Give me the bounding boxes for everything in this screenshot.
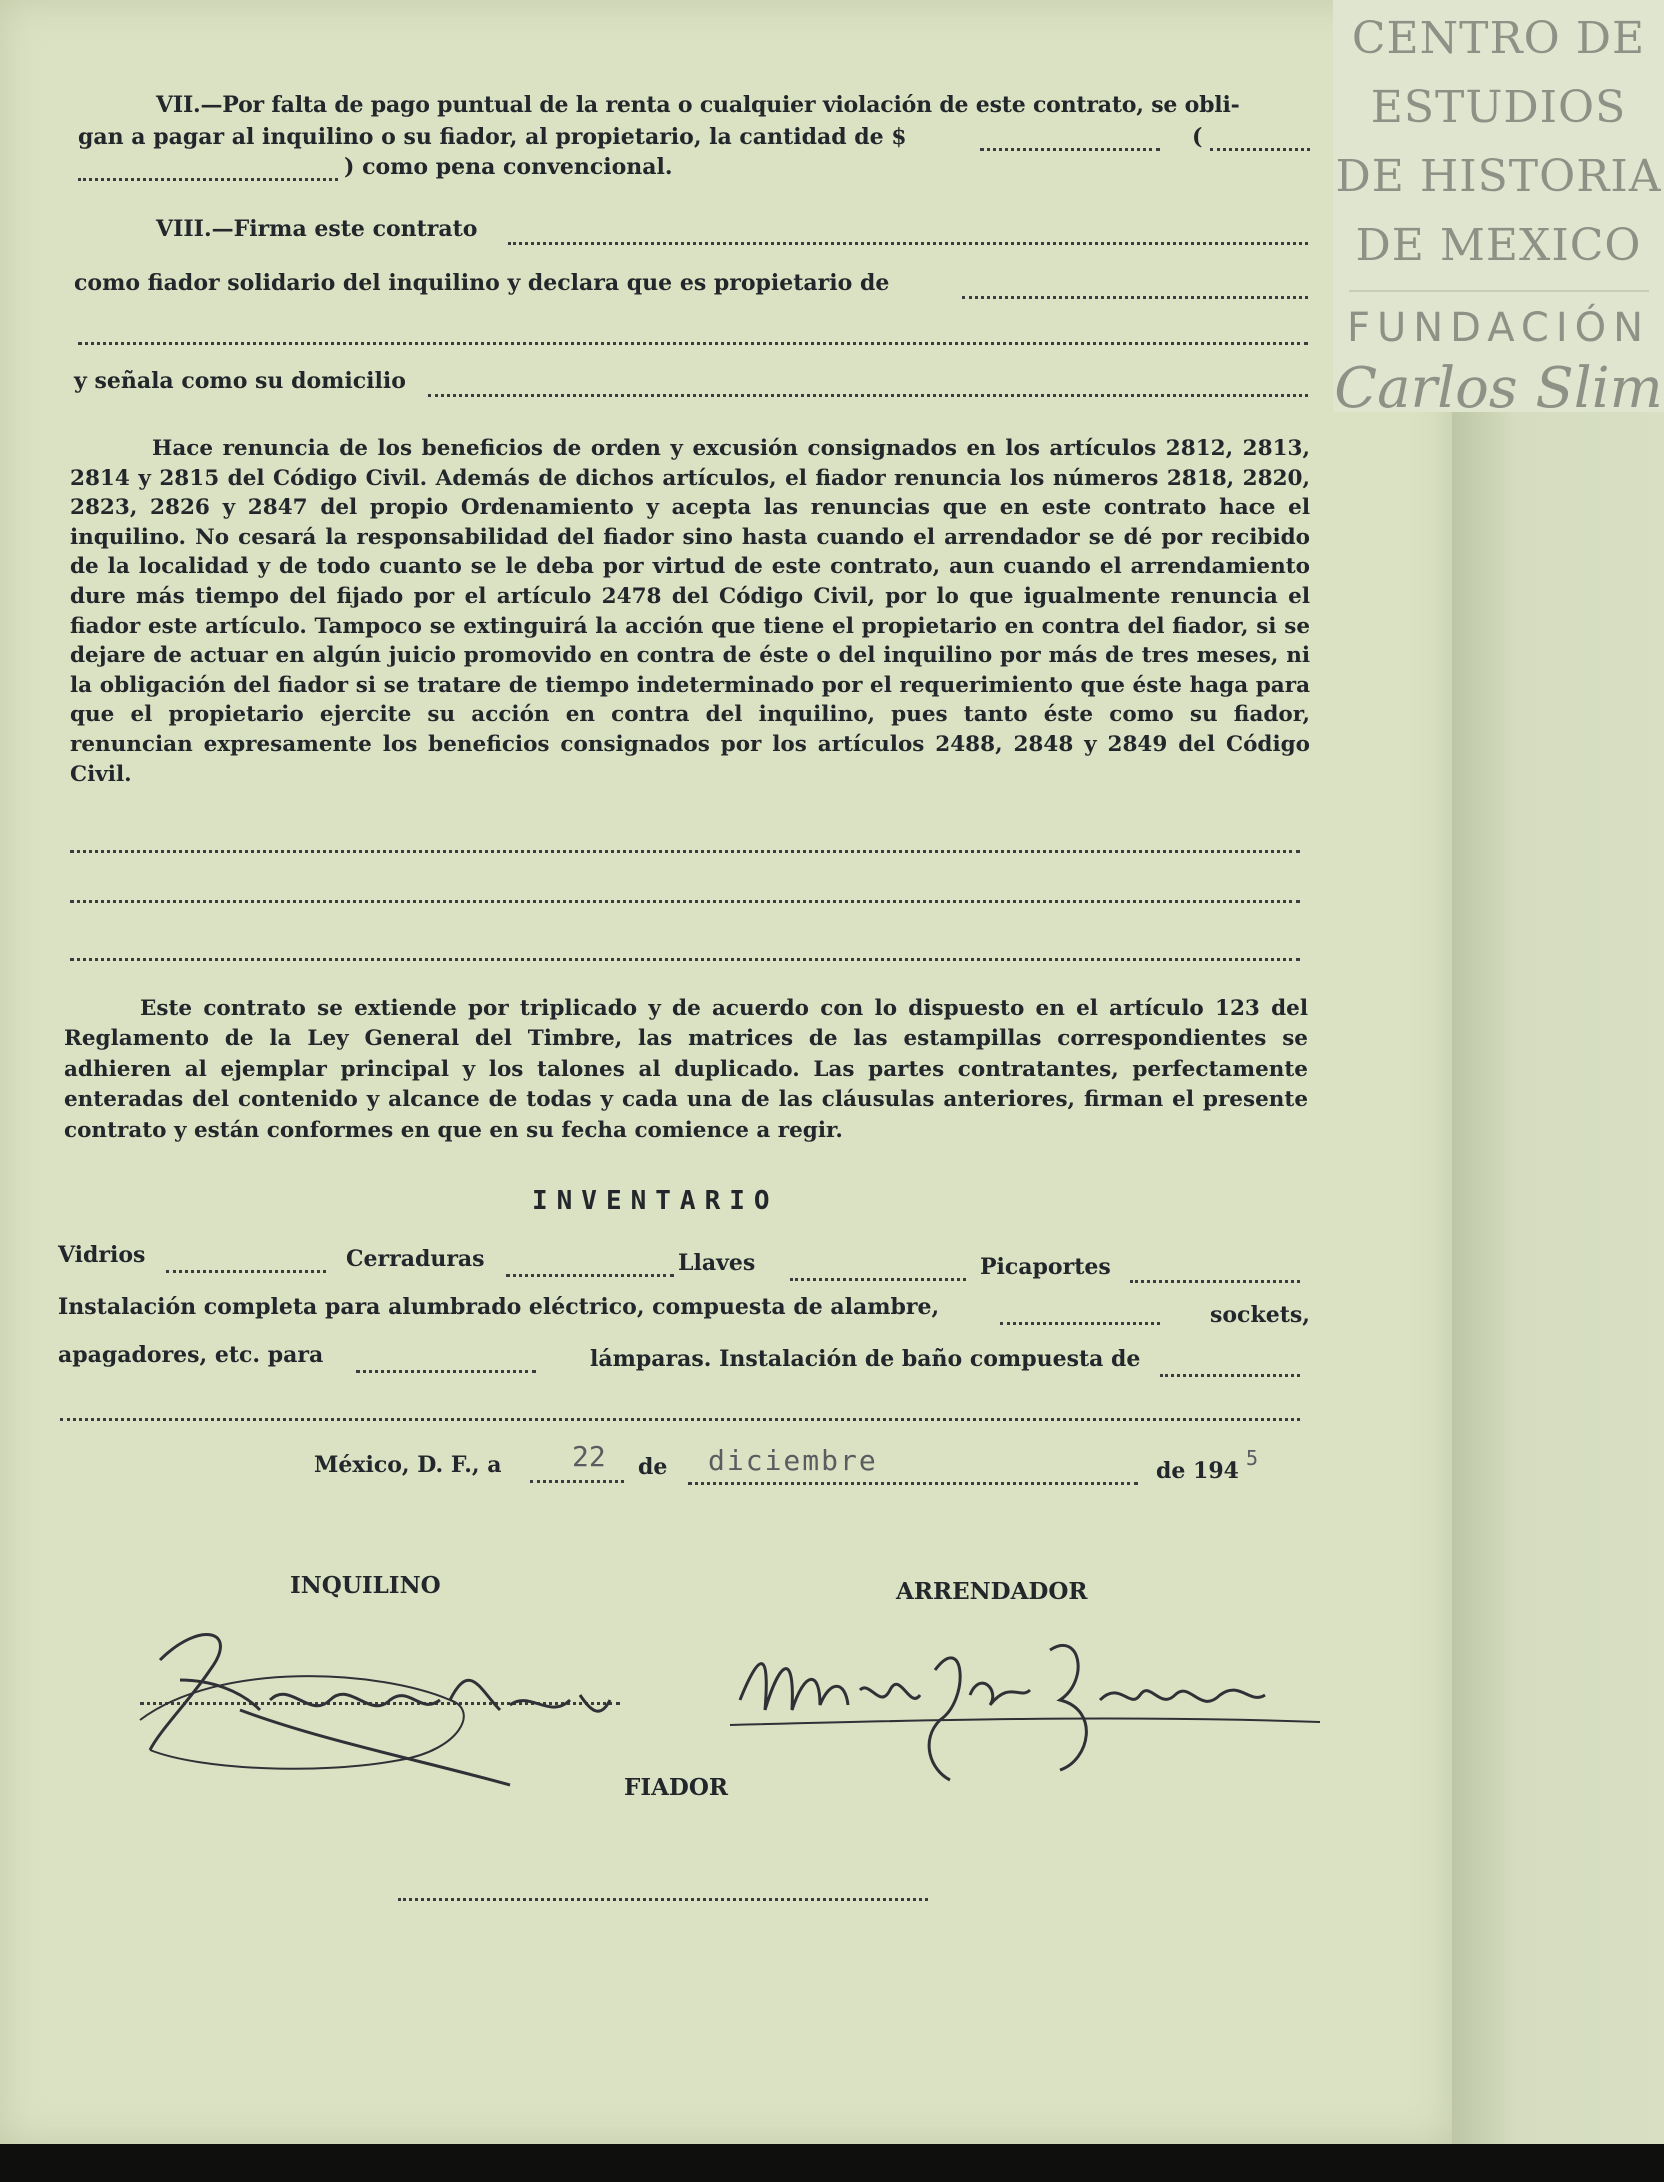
clause-8-line-2: como fiador solidario del inquilino y declara que es propietario de bbox=[74, 270, 890, 296]
fiador-name-blank bbox=[508, 242, 1308, 245]
inv-lamparas-blank bbox=[356, 1370, 536, 1373]
clause-7-line-1: VII.—Por falta de pago puntual de la renta o cualquier violación de este contrato, se obli- bbox=[156, 92, 1240, 118]
fecha-anio: 5 bbox=[1246, 1446, 1259, 1470]
fecha-lugar: México, D. F., a bbox=[314, 1452, 502, 1478]
stamp-fundacion: FUNDACIÓN bbox=[1346, 305, 1651, 351]
stamp-divider bbox=[1349, 290, 1649, 292]
inv-apagadores-text: apagadores, etc. para bbox=[58, 1342, 324, 1368]
clause-8-line-1: VIII.—Firma este contrato bbox=[156, 216, 478, 242]
extra-blank-1 bbox=[70, 850, 1300, 853]
inv-cerraduras-blank bbox=[506, 1274, 674, 1277]
arrendador-label: ARRENDADOR bbox=[896, 1578, 1088, 1605]
extra-blank-2 bbox=[70, 900, 1300, 903]
inv-vidrios-blank bbox=[166, 1270, 326, 1273]
fiador-label: FIADOR bbox=[624, 1774, 729, 1801]
inv-vidrios-label: Vidrios bbox=[58, 1242, 146, 1268]
inventario-heading: INVENTARIO bbox=[532, 1186, 779, 1216]
stamp-line-3: DE HISTORIA bbox=[1335, 151, 1662, 202]
property-blank-a bbox=[962, 296, 1308, 299]
amount-words-blank-a bbox=[1210, 148, 1310, 151]
inv-picaportes-blank bbox=[1130, 1280, 1300, 1283]
inv-cerraduras-label: Cerraduras bbox=[346, 1246, 485, 1272]
fiador-signature-line bbox=[398, 1898, 928, 1901]
triplicado-paragraph: Este contrato se extiende por triplicado y de acuerdo con lo dispuesto en el artículo 123 del Reglamento de la Ley General del Timbre, las matrices de las estampillas correspondientes se adhieren al ejemplar principal y los talones al duplicado. Las partes contratantes, perfectamente enteradas del contenido y alcance de todas y cada una de las cláusulas anteriores, firman el presente contrato y están conformes en que en su fecha comience a regir. bbox=[64, 996, 1308, 1143]
stamp-carlos-slim: Carlos Slim bbox=[1334, 356, 1663, 421]
inv-sockets-text: sockets, bbox=[1210, 1302, 1310, 1328]
clause-8-line-4: y señala como su domicilio bbox=[74, 368, 406, 394]
fecha-mes-blank bbox=[688, 1482, 1138, 1485]
amount-words-blank-b bbox=[78, 178, 338, 181]
fecha-dia-blank bbox=[530, 1480, 624, 1483]
archive-watermark bbox=[1333, 0, 1664, 421]
clause-7-paren: ( bbox=[1192, 124, 1203, 150]
fecha-mes: diciembre bbox=[708, 1444, 878, 1477]
fecha-de-1: de bbox=[638, 1454, 668, 1480]
clause-7-line-2: gan a pagar al inquilino o su fiador, al propietario, la cantidad de $ bbox=[78, 124, 907, 150]
renuncia-paragraph: Hace renuncia de los beneficios de orden y excusión consignados en los artículos 2812, 2813, 2814 y 2815 del Código Civil. Además de dichos artículos, el fiador renuncia los números 2818, 2820, 2823, 2826 y 2847 del propio Ordenamiento y acepta las renuncias que en este contrato hace el inquilino. No cesará la responsabilidad del fiador sino hasta cuando el arrendador se dé por recibido de la localidad y de todo cuanto se le deba por virtud de este contrato, aun cuando el arrendamiento dure más tiempo del fijado por el artículo 2478 del Código Civil, por lo que igualmente renuncia el fiador este artículo. Tampoco se extinguirá la acción que tiene el propietario en contra del fiador, si se dejare de actuar en algún juicio promovido en contra de éste o del inquilino por más de tres meses, ni la obligación del fiador si se tratare de tiempo indeterminado por el requerimiento que éste haga para que el propietario ejercite su acción en contra del inquilino, pues tanto éste como su fiador, renuncian expresamente los beneficios consignados por los artículos 2488, 2848 y 2849 del Código Civil. bbox=[70, 436, 1310, 787]
extra-blank-3 bbox=[70, 958, 1300, 961]
scan-border bbox=[0, 2144, 1664, 2182]
fecha-de-2: de 194 bbox=[1156, 1458, 1239, 1484]
address-blank bbox=[428, 394, 1308, 397]
inv-llaves-label: Llaves bbox=[678, 1250, 756, 1276]
inv-llaves-blank bbox=[790, 1278, 966, 1281]
inv-alambre-blank bbox=[1000, 1322, 1160, 1325]
inv-bano-blank-a bbox=[1160, 1374, 1300, 1377]
inv-picaportes-label: Picaportes bbox=[980, 1254, 1111, 1280]
inquilino-signature bbox=[120, 1600, 640, 1800]
fecha-dia: 22 bbox=[572, 1440, 606, 1473]
inv-instalacion-text: Instalación completa para alumbrado eléctrico, compuesta de alambre, bbox=[58, 1294, 940, 1320]
property-blank-b bbox=[78, 342, 1308, 345]
inv-bano-blank-b bbox=[60, 1418, 1300, 1421]
clause-7-line-3: ) como pena convencional. bbox=[344, 154, 673, 180]
inv-lamparas-text: lámparas. Instalación de baño compuesta de bbox=[590, 1346, 1141, 1372]
stamp-line-4: DE MEXICO bbox=[1355, 220, 1642, 271]
arrendador-signature bbox=[720, 1610, 1330, 1790]
stamp-line-2: ESTUDIOS bbox=[1370, 82, 1627, 133]
inquilino-label: INQUILINO bbox=[290, 1572, 441, 1599]
stamp-line-1: CENTRO DE bbox=[1351, 13, 1646, 64]
amount-blank bbox=[980, 148, 1160, 151]
